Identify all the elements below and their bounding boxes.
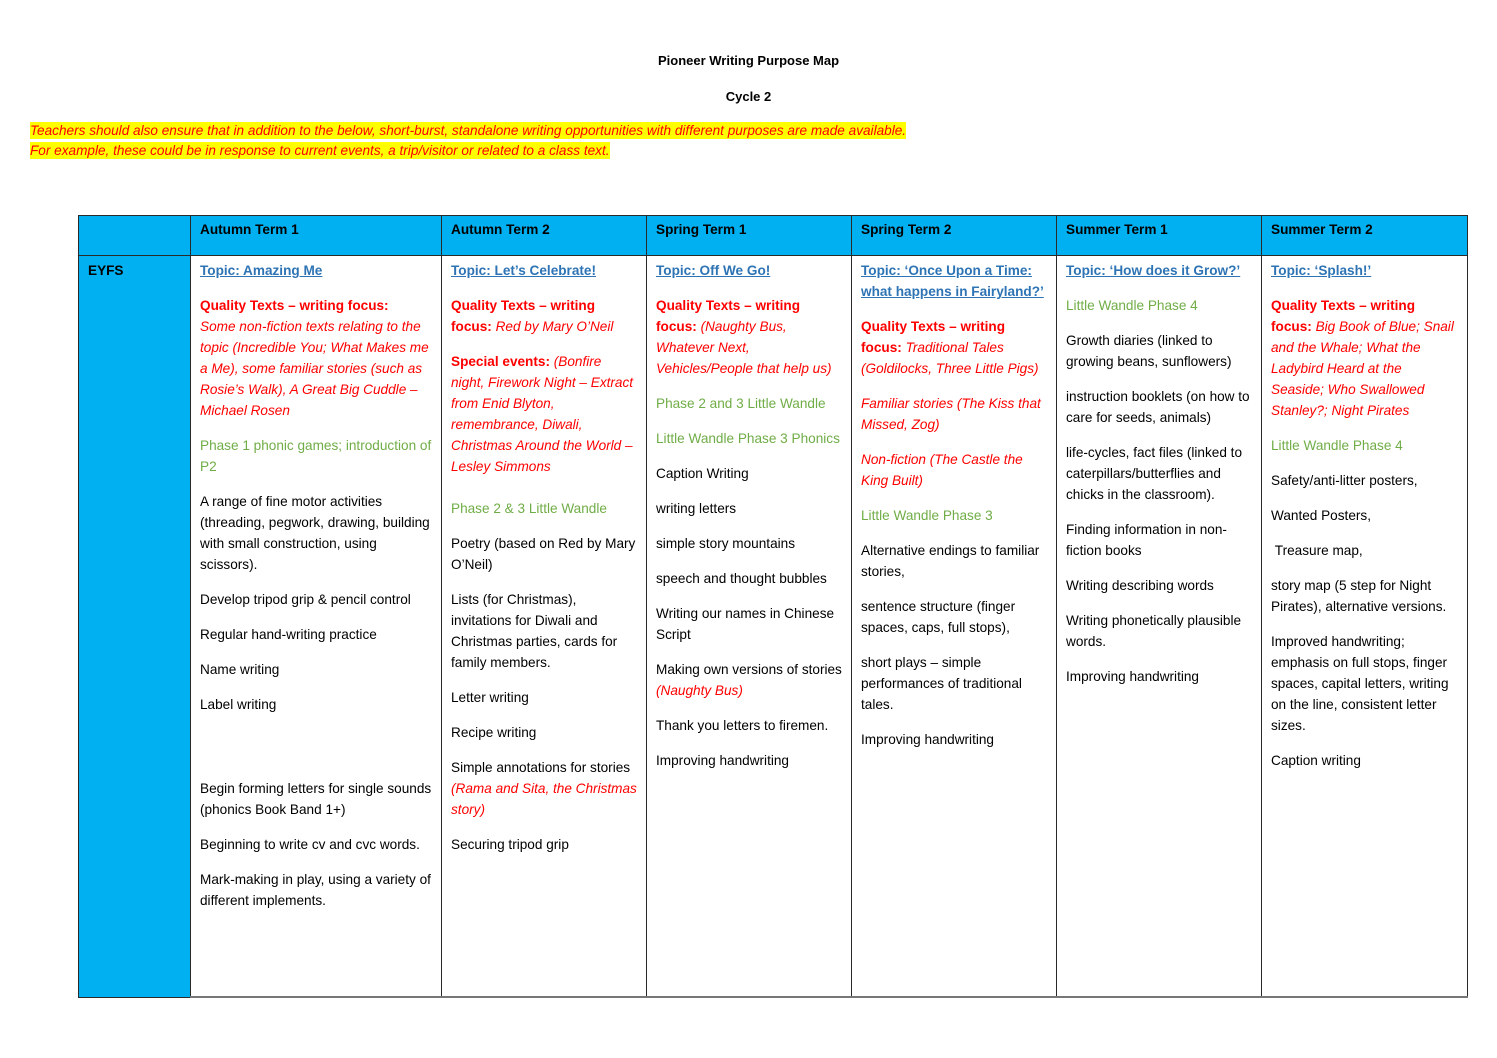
list-item: Begin forming letters for single sounds (phonics Book Band 1+) — [200, 781, 432, 817]
header-spring-term-2: Spring Term 2 — [852, 216, 1057, 256]
writing-purpose-table — [78, 215, 1468, 998]
table-row-eyfs — [79, 256, 1468, 998]
phonics-note: Little Wandle Phase 4 — [1271, 438, 1403, 453]
list-item: Recipe writing — [451, 725, 537, 740]
list-item: Develop tripod grip & pencil control — [200, 592, 411, 607]
quality-label: Quality Texts – writing focus: — [200, 298, 389, 313]
header-stage — [79, 216, 191, 256]
teacher-notice-line-2 — [30, 143, 610, 158]
list-item: Alternative endings to familiar stories, — [861, 543, 1040, 579]
quality-label: Quality Texts – writing focus: — [861, 319, 1006, 355]
list-item: short plays – simple performances of traditional tales. — [861, 655, 1022, 712]
list-item: Thank you letters to firemen. — [656, 718, 829, 733]
document-title: Pioneer Writing Purpose Map — [657, 53, 840, 68]
list-item: Improving handwriting — [861, 732, 994, 747]
phonics-note: Little Wandle Phase 3 Phonics — [656, 431, 840, 446]
list-item: Improved handwriting; emphasis on full stops, finger spaces, capital letters, writing on the line, consistent letter sizes. — [1271, 634, 1449, 733]
list-item: Label writing — [200, 697, 277, 712]
header-summer-term-1: Summer Term 1 — [1057, 216, 1262, 256]
phonics-note: Phase 2 & 3 Little Wandle — [451, 501, 607, 516]
list-item: Safety/anti-litter posters, — [1271, 473, 1418, 488]
cell-summer-term-1 — [1057, 256, 1262, 998]
list-item: writing letters — [656, 501, 737, 516]
list-item: Name writing — [200, 662, 280, 677]
topic-link[interactable]: Topic: ‘Splash!’ — [1271, 263, 1372, 278]
quality-texts — [861, 316, 1047, 379]
list-item — [656, 659, 842, 701]
document-subtitle: Cycle 2 — [725, 89, 772, 104]
header-autumn-term-1: Autumn Term 1 — [191, 216, 442, 256]
list-item: Securing tripod grip — [451, 837, 569, 852]
list-item: Poetry (based on Red by Mary O’Neil) — [451, 536, 636, 572]
list-item: Treasure map, — [1271, 543, 1363, 558]
list-item: Writing phonetically plausible words. — [1066, 613, 1242, 649]
list-item: Lists (for Christmas), invitations for Diwali and Christmas parties, cards for family members. — [451, 592, 618, 670]
spacer — [200, 729, 432, 778]
cell-summer-term-2 — [1262, 256, 1468, 998]
header-spring-term-1: Spring Term 1 — [647, 216, 852, 256]
topic-link[interactable]: Topic: Off We Go! — [656, 263, 771, 278]
list-item: Beginning to write cv and cvc words. — [200, 837, 420, 852]
quality-label: Quality Texts – writing focus: — [1271, 298, 1416, 334]
stage-label: EYFS — [79, 256, 191, 998]
phonics-note: Little Wandle Phase 3 — [861, 508, 993, 523]
topic-link[interactable]: Topic: Let’s Celebrate! — [451, 263, 597, 278]
annotation-red: (Rama and Sita, the Christmas story) — [451, 781, 637, 817]
table-header-row — [79, 216, 1468, 256]
special-events — [451, 351, 637, 477]
list-item: Regular hand-writing practice — [200, 627, 377, 642]
annotation-text: Simple annotations for stories — [451, 760, 631, 775]
notice-text-1: Teachers should also ensure that in addition to the below, short-burst, standalone writing opportunities with different purposes are made available. — [30, 123, 907, 138]
list-item: sentence structure (finger spaces, caps, full stops), — [861, 599, 1016, 635]
cell-spring-term-2 — [852, 256, 1057, 998]
quality-label: Quality Texts – writing focus: — [451, 298, 596, 334]
list-item: instruction booklets (on how to care for seeds, animals) — [1066, 389, 1250, 425]
list-item: Finding information in non-fiction books — [1066, 522, 1227, 558]
notice-text-2: For example, these could be in response to current events, a trip/visitor or related to a class text. — [30, 143, 610, 158]
list-item: Growth diaries (linked to growing beans, sunflowers) — [1066, 333, 1232, 369]
cell-autumn-term-1 — [191, 256, 442, 998]
phonics-note: Little Wandle Phase 4 — [1066, 298, 1198, 313]
non-fiction: Non-fiction (The Castle the King Built) — [861, 452, 1023, 488]
topic-link[interactable]: Topic: ‘How does it Grow?’ — [1066, 263, 1241, 278]
phonics-note: Phase 2 and 3 Little Wandle — [656, 396, 826, 411]
cell-autumn-term-2 — [442, 256, 647, 998]
list-item: Improving handwriting — [1066, 669, 1199, 684]
list-item: Caption writing — [1271, 753, 1361, 768]
list-item: speech and thought bubbles — [656, 571, 827, 586]
list-item: Writing our names in Chinese Script — [656, 606, 835, 642]
topic-link[interactable]: Topic: Amazing Me — [200, 263, 323, 278]
special-text: (Bonfire night, Firework Night – Extract from Enid Blyton, remembrance, Diwali, Christmas Around the World – Lesley Simmons — [451, 354, 634, 474]
quality-text: Some non-fiction texts relating to the topic (Incredible You; What Makes me a Me), some familiar stories (such as Rosie’s Walk), A Great Big Cuddle – Michael Rosen — [200, 319, 429, 418]
header-summer-term-2: Summer Term 2 — [1262, 216, 1468, 256]
list-item: Caption Writing — [656, 466, 749, 481]
versions-text: Making own versions of stories — [656, 662, 842, 677]
quality-text: Big Book of Blue; Snail and the Whale; What the Ladybird Heard at the Seaside; Who Swallowed Stanley?; Night Pirates — [1271, 319, 1454, 418]
list-item: life-cycles, fact files (linked to caterpillars/butterflies and chicks in the classroom). — [1066, 445, 1243, 502]
topic-link[interactable]: Topic: ‘Once Upon a Time: what happens in Fairyland?’ — [861, 263, 1044, 299]
list-item: Mark-making in play, using a variety of different implements. — [200, 872, 431, 908]
list-item: A range of fine motor activities (threading, pegwork, drawing, building with small construction, using scissors). — [200, 494, 430, 572]
quality-texts — [200, 295, 432, 421]
quality-texts — [451, 295, 637, 337]
quality-text: Red by Mary O’Neil — [495, 319, 614, 334]
teacher-notice-line-1 — [30, 123, 906, 138]
quality-text: (Naughty Bus, Whatever Next, Vehicles/People that help us) — [656, 319, 832, 376]
quality-text: Traditional Tales (Goldilocks, Three Little Pigs) — [861, 340, 1039, 376]
list-item: Letter writing — [451, 690, 529, 705]
list-item — [451, 757, 637, 820]
list-item: story map (5 step for Night Pirates), alternative versions. — [1271, 578, 1447, 614]
quality-label: Quality Texts – writing focus: — [656, 298, 801, 334]
list-item: simple story mountains — [656, 536, 796, 551]
list-item: Wanted Posters, — [1271, 508, 1371, 523]
quality-texts — [1271, 295, 1458, 421]
list-item: Improving handwriting — [656, 753, 789, 768]
familiar-stories: Familiar stories (The Kiss that Missed, Zog) — [861, 396, 1041, 432]
special-label: Special events: — [451, 354, 550, 369]
phonics-note: Phase 1 phonic games; introduction of P2 — [200, 438, 432, 474]
versions-red: (Naughty Bus) — [656, 683, 743, 698]
cell-spring-term-1 — [647, 256, 852, 998]
quality-texts — [656, 295, 842, 379]
list-item: Writing describing words — [1066, 578, 1214, 593]
header-autumn-term-2: Autumn Term 2 — [442, 216, 647, 256]
